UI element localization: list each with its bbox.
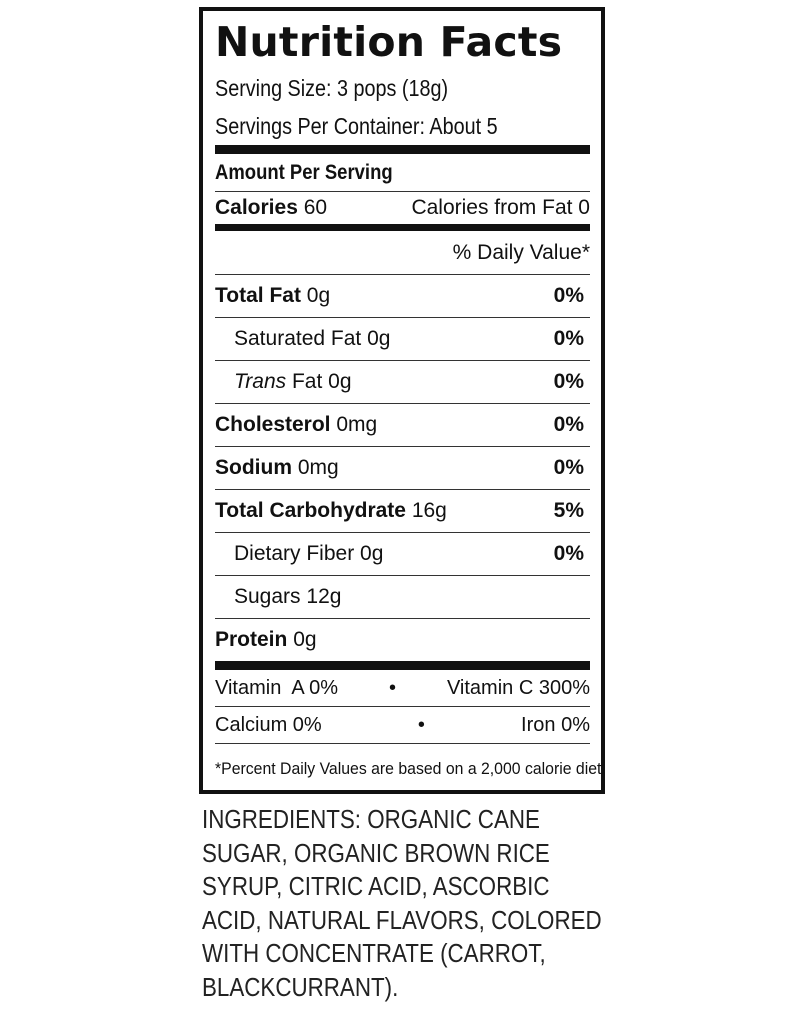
nutrient-amount: 0g	[306, 284, 331, 307]
vitamin-right: Vitamin C 300%	[446, 676, 590, 699]
nutrient-amount: 0g	[360, 542, 384, 565]
ingredients-line: WITH CONCENTRATE (CARROT,	[202, 938, 546, 968]
nutrient-row-dietary-fiber	[215, 533, 590, 575]
nutrition-facts-label	[199, 7, 605, 794]
nutrient-amount: 0mg	[297, 456, 339, 479]
bullet-separator: •	[417, 713, 425, 736]
nutrient-dv: 0%	[553, 327, 584, 350]
nutrient-row-total-carbohydrate	[215, 490, 590, 532]
nutrient-dv: 0%	[553, 456, 584, 479]
nutrient-row-total-fat	[215, 275, 590, 317]
ingredients-line: BLACKCURRANT).	[202, 971, 399, 1002]
nutrient-label: Cholesterol	[215, 413, 331, 436]
nutrient-dv: 0%	[553, 413, 584, 436]
vitamin-left: Calcium 0%	[215, 713, 322, 736]
vitamin-row	[215, 707, 590, 743]
bullet-separator: •	[388, 676, 396, 699]
footnote: *Percent Daily Values are based on a 2,000 calorie diet.	[215, 759, 606, 778]
nutrient-amount: 0g	[367, 327, 391, 350]
vitamin-row	[215, 670, 590, 706]
nutrient-label: Total Fat	[215, 284, 301, 307]
nutrient-row-trans-fat	[215, 361, 590, 403]
calories-from-fat: Calories from Fat 0	[411, 196, 590, 219]
ingredients-line: ACID, NATURAL FLAVORS, COLORED	[202, 904, 602, 935]
ingredients-block	[202, 803, 602, 1004]
calories-value: 60	[303, 196, 328, 219]
nutrient-row-sodium	[215, 447, 590, 489]
nutrient-amount: 12g	[306, 585, 342, 608]
ingredients-text: ORGANIC CANE	[361, 804, 540, 834]
calories-label: Calories	[215, 196, 298, 219]
nutrient-label: Saturated Fat	[234, 327, 362, 350]
divider-medium	[215, 224, 590, 231]
nutrient-row-saturated-fat	[215, 318, 590, 360]
nutrient-amount: 16g	[411, 499, 447, 522]
ingredients-line: SUGAR, ORGANIC BROWN RICE	[202, 837, 550, 868]
label-title: Nutrition Facts	[215, 18, 563, 66]
nutrient-label-italic: Trans	[234, 370, 287, 393]
nutrient-label: Total Carbohydrate	[215, 499, 406, 522]
nutrient-label: Protein	[215, 628, 288, 651]
nutrient-amount: 0g	[293, 628, 317, 651]
divider-thick	[215, 661, 590, 670]
nutrient-dv: 0%	[553, 542, 584, 565]
nutrient-row-protein	[215, 619, 590, 661]
daily-value-header	[215, 231, 590, 274]
nutrient-amount: 0mg	[336, 413, 378, 436]
nutrient-label: Dietary Fiber	[234, 542, 355, 565]
vitamin-left: Vitamin A 0%	[215, 676, 339, 699]
serving-size: Serving Size: 3 pops (18g)	[215, 75, 449, 101]
vitamin-right: Iron 0%	[521, 713, 590, 736]
nutrient-dv: 5%	[553, 499, 584, 522]
nutrient-dv: 0%	[553, 370, 584, 393]
ingredients-heading: INGREDIENTS:	[202, 804, 362, 834]
calories-row	[215, 192, 590, 224]
nutrient-label: Sugars	[234, 585, 301, 608]
ingredients-line	[202, 803, 572, 837]
nutrient-label: Fat	[291, 370, 323, 393]
nutrient-row-cholesterol	[215, 404, 590, 446]
nutrient-dv: 0%	[553, 284, 584, 307]
divider-thick	[215, 145, 590, 154]
nutrient-row-sugars	[215, 576, 590, 618]
ingredients-line: SYRUP, CITRIC ACID, ASCORBIC	[202, 871, 550, 901]
daily-value-label: % Daily Value*	[452, 240, 590, 264]
nutrient-label: Sodium	[215, 456, 292, 479]
servings-per-container: Servings Per Container: About 5	[215, 113, 498, 139]
amount-per-serving: Amount Per Serving	[215, 161, 393, 184]
nutrient-amount: 0g	[328, 370, 352, 393]
